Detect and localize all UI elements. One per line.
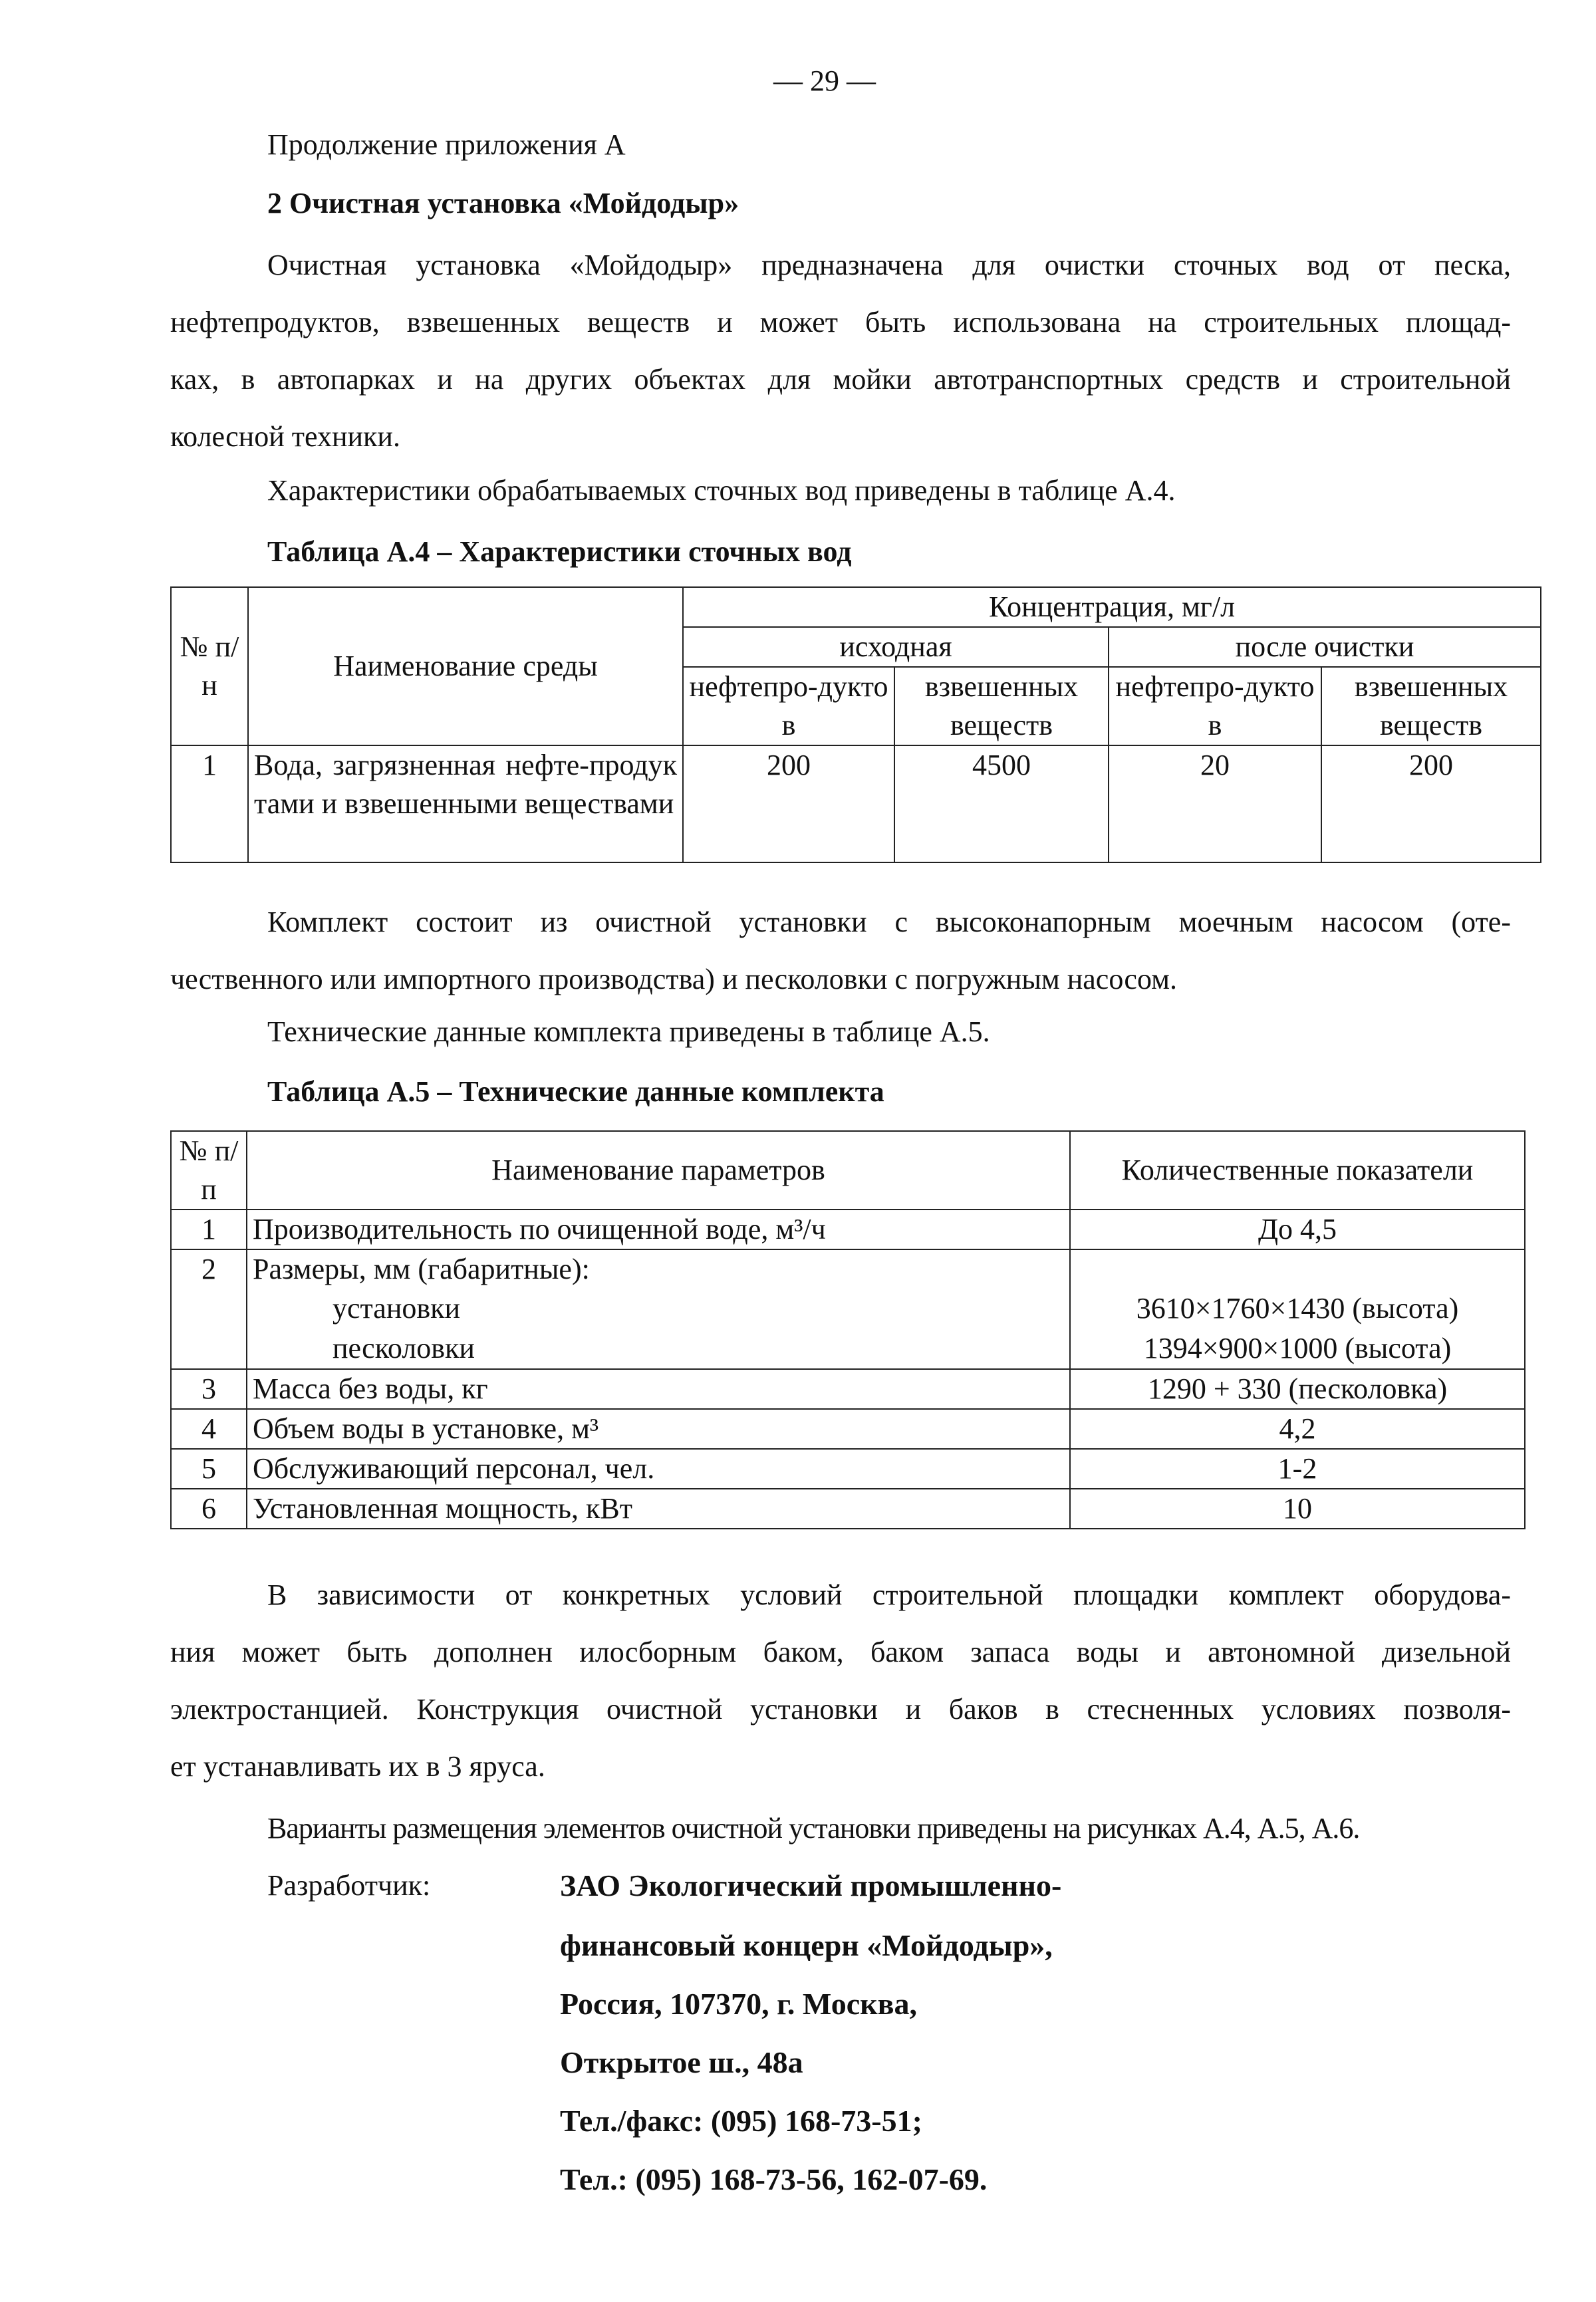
t5-r2-sub1: установки (247, 1289, 1070, 1329)
intro-line-2: нефтепродуктов, взвешенных веществ и может быть использована на строительных площад- (170, 306, 1511, 338)
t5-r2-name: Размеры, мм (габаритные): (247, 1249, 1070, 1289)
t4-header-source: исходная (683, 627, 1109, 667)
t4-header-name: Наименование среды (248, 587, 683, 745)
table-row (171, 1369, 1525, 1409)
t4-header-after: после очистки (1109, 627, 1541, 667)
t5-r2-num: 2 (171, 1249, 247, 1369)
table-row (171, 1449, 1525, 1489)
table4-reference: Характеристики обрабатываемых сточных вод приведены в таблице А.4. (267, 474, 1176, 507)
t5-r2-val2: 1394×900×1000 (высота) (1070, 1329, 1525, 1369)
developer-line-3: Россия, 107370, г. Москва, (560, 1987, 917, 2021)
t5-r6-value: 10 (1070, 1489, 1525, 1529)
figures-reference: Варианты размещения элементов очистной установки приведены на рисунках А.4, А.5, А.6. (267, 1812, 1360, 1845)
t5-r2-val1: 3610×1760×1430 (высота) (1070, 1289, 1525, 1329)
t5-r3-name: Масса без воды, кг (247, 1369, 1070, 1409)
table4-caption: Таблица А.4 – Характеристики сточных вод (267, 535, 852, 568)
table5-reference: Технические данные комплекта приведены в таблице А.5. (267, 1015, 990, 1048)
t5-header-value: Количественные показатели (1070, 1131, 1525, 1210)
table-a4 (170, 586, 1541, 863)
t5-r3-value: 1290 + 330 (песколовка) (1070, 1369, 1525, 1409)
table-row (171, 1289, 1525, 1329)
intro-line-4: колесной техники. (170, 420, 400, 453)
table-row (171, 1329, 1525, 1369)
t5-r1-num: 1 (171, 1210, 247, 1249)
t5-r6-name: Установленная мощность, кВт (247, 1489, 1070, 1529)
intro-line-3: ках, в автопарках и на других объектах для мойки автотранспортных средств и строительной (170, 363, 1511, 396)
table-a5 (170, 1130, 1526, 1529)
depend-line-4: ет устанавливать их в 3 яруса. (170, 1750, 545, 1783)
table-row (171, 1489, 1525, 1529)
t4-header-oil-in: нефтепро-дуктов (683, 667, 894, 745)
t5-r4-name: Объем воды в установке, м³ (247, 1409, 1070, 1449)
continuation-label: Продолжение приложения А (267, 128, 626, 161)
table-row (171, 1409, 1525, 1449)
t4-header-oil-out: нефтепро-дуктов (1109, 667, 1321, 745)
t4-row-susp-out: 200 (1321, 745, 1541, 862)
t4-row-oil-out: 20 (1109, 745, 1321, 862)
t5-header-param: Наименование параметров (247, 1131, 1070, 1210)
table5-caption: Таблица А.5 – Технические данные комплекта (267, 1075, 884, 1108)
kit-paragraph (170, 894, 1511, 1008)
developer-line-2: финансовый концерн «Мойдодыр», (560, 1928, 1053, 1962)
depend-line-3: электростанцией. Конструкция очистной установки и баков в стесненных условиях позволя- (170, 1693, 1511, 1726)
t5-r5-value: 1-2 (1070, 1449, 1525, 1489)
t5-r1-name: Производительность по очищенной воде, м³/ч (247, 1210, 1070, 1249)
t5-r4-num: 4 (171, 1409, 247, 1449)
section-title: 2 Очистная установка «Мойдодыр» (267, 187, 739, 219)
t5-r2-sub2: песколовки (247, 1329, 1070, 1369)
t5-r5-name: Обслуживающий персонал, чел. (247, 1449, 1070, 1489)
table-row (171, 1210, 1525, 1249)
t5-r2-blank (1070, 1249, 1525, 1289)
t5-header-num: № п/п (171, 1131, 247, 1210)
developer-line-1: ЗАО Экологический промышленно- (560, 1868, 1062, 1902)
t4-header-susp-out: взвешенных веществ (1321, 667, 1541, 745)
developer-line-6: Тел.: (095) 168-73-56, 162-07-69. (560, 2162, 988, 2196)
t4-header-susp-in: взвешенных веществ (894, 667, 1109, 745)
t4-row-num: 1 (171, 745, 248, 862)
intro-line-1: Очистная установка «Мойдодыр» предназначена для очистки сточных вод от песка, (267, 249, 1511, 281)
t5-r4-value: 4,2 (1070, 1409, 1525, 1449)
developer-line-5: Тел./факс: (095) 168-73-51; (560, 2104, 922, 2138)
depend-line-1: В зависимости от конкретных условий строительной площадки комплект оборудова- (267, 1579, 1511, 1611)
t4-row-oil-in: 200 (683, 745, 894, 862)
t4-header-num: № п/н (171, 587, 248, 745)
t5-r3-num: 3 (171, 1369, 247, 1409)
table-row (171, 1249, 1525, 1289)
t5-r5-num: 5 (171, 1449, 247, 1489)
t4-row-name: Вода, загрязненная нефте-продуктами и взвешенными веществами (248, 745, 683, 862)
page-number: — 29 — (773, 64, 876, 97)
developer-line-4: Открытое ш., 48а (560, 2045, 803, 2079)
t5-r1-value: До 4,5 (1070, 1210, 1525, 1249)
t5-r6-num: 6 (171, 1489, 247, 1529)
intro-paragraph (170, 237, 1511, 465)
developer-label: Разработчик: (267, 1869, 431, 1902)
t4-header-concentration: Концентрация, мг/л (683, 587, 1541, 627)
depend-line-2: ния может быть дополнен илосборным баком, баком запаса воды и автономной дизельной (170, 1636, 1511, 1668)
kit-line-2: чественного или импортного производства) и песколовки с погружным насосом. (170, 963, 1177, 995)
kit-line-1: Комплект состоит из очистной установки с высоконапорным моечным насосом (оте- (267, 906, 1511, 938)
table-row (171, 745, 1541, 862)
t4-row-susp-in: 4500 (894, 745, 1109, 862)
dependency-paragraph (170, 1567, 1511, 1795)
